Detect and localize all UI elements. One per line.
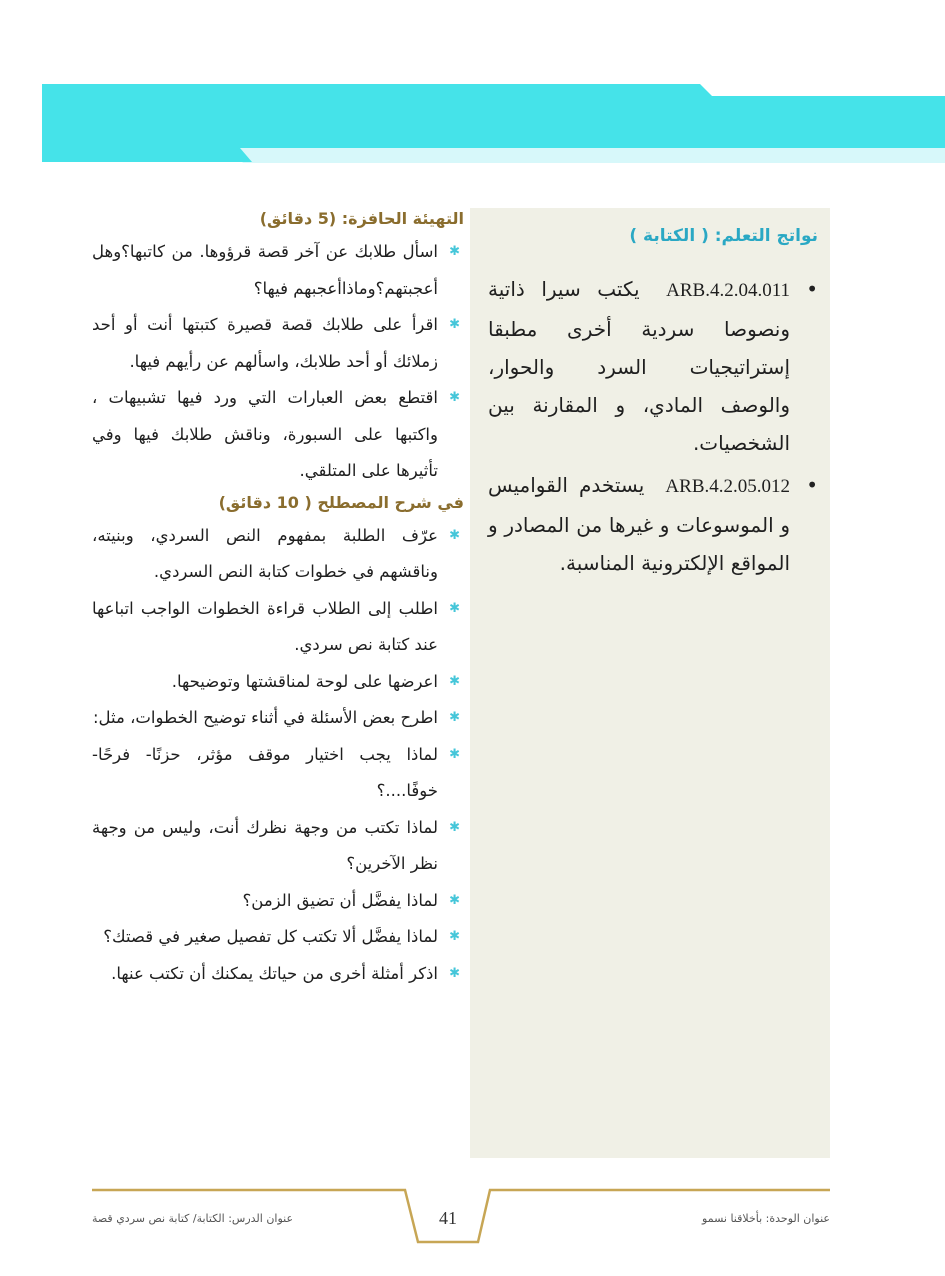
outcome-item [488, 270, 818, 462]
star-bullet-icon: ✱ [449, 892, 460, 908]
list-item [92, 234, 464, 307]
list-item [92, 591, 464, 664]
star-bullet-icon: ✱ [449, 600, 460, 616]
lesson-title: عنوان الدرس: الكتابة/ كتابة نص سردي قصة [92, 1212, 294, 1225]
bullet-dot-icon: • [806, 473, 818, 497]
list-item [92, 737, 464, 810]
learning-outcomes-heading: نواتج التعلم: ( الكتابة ) [629, 226, 818, 246]
list-item [92, 810, 464, 883]
list-item [92, 664, 464, 701]
term-explanation-title: في شرح المصطلح ( 10 دقائق) [218, 492, 464, 512]
list-item [92, 956, 464, 993]
outcome-code: ARB.4.2.04.011 [666, 280, 791, 301]
list-item-text: اقرأ على طلابك قصة قصيرة كتبتها أنت أو أحد زملائك أو أحد طلابك، واسألهم عن رأيهم فيها. [92, 315, 438, 371]
outcome-item [488, 466, 818, 582]
outcome-text: يكتب سيرا ذاتية ونصوصا سردية أخرى مطبقا إستراتيجيات السرد والحوار، والوصف المادي، و المقارنة بين الشخصيات. [488, 277, 790, 455]
star-bullet-icon: ✱ [449, 746, 460, 762]
list-item-text: لماذا يفضَّل أن تضيق الزمن؟ [242, 890, 438, 910]
list-item-text: اسأل طلابك عن آخر قصة قرؤوها. من كاتبها؟وهل أعجبتهم؟وماذاأعجبهم فيها؟ [92, 242, 438, 298]
list-item-text: لماذا تكتب من وجهة نظرك أنت، وليس من وجهة نظر الآخرين؟ [92, 817, 438, 873]
list-item-text: اطلب إلى الطلاب قراءة الخطوات الواجب اتباعها عند كتابة نص سردي. [92, 598, 438, 654]
learning-outcomes-panel [470, 208, 830, 1158]
top-banner [0, 0, 945, 170]
lesson-procedures [92, 208, 464, 992]
star-bullet-icon: ✱ [449, 527, 460, 543]
bullet-dot-icon: • [806, 277, 818, 301]
list-item [92, 919, 464, 956]
unit-title: عنوان الوحدة: بأخلاقنا نسمو [702, 1212, 830, 1225]
list-item-text: اعرضها على لوحة لمناقشتها وتوضيحها. [171, 671, 438, 691]
list-item [92, 883, 464, 920]
star-bullet-icon: ✱ [449, 929, 460, 944]
star-bullet-icon: ✱ [449, 710, 460, 725]
list-item [92, 380, 464, 490]
list-item [92, 307, 464, 380]
list-item-text: اطرح بعض الأسئلة في أثناء توضيح الخطوات، مثل: [92, 708, 438, 727]
star-bullet-icon: ✱ [449, 673, 460, 689]
list-item-text: اذكر أمثلة أخرى من حياتك يمكنك أن تكتب عنها. [111, 963, 438, 983]
star-bullet-icon: ✱ [449, 244, 460, 259]
list-item-text: اقتطع بعض العبارات التي ورد فيها تشبيهات ، واكتبها على السبورة، وناقش طلابك فيها وفي تأثيرها على المتلقي. [92, 388, 438, 480]
list-item [92, 518, 464, 591]
list-item-text: لماذا يفضَّل ألا تكتب كل تفصيل صغير في قصتك؟ [103, 927, 438, 946]
star-bullet-icon: ✱ [449, 317, 460, 332]
list-item-text: عرّف الطلبة بمفهوم النص السردي، وبنيته، وناقشهم في خطوات كتابة النص السردي. [92, 525, 438, 581]
warmup-title: التهيئة الحافزة: (5 دقائق) [259, 209, 464, 228]
banner-light-stripe [230, 148, 945, 163]
star-bullet-icon: ✱ [449, 819, 460, 835]
list-item [92, 700, 464, 737]
star-bullet-icon: ✱ [449, 965, 460, 981]
star-bullet-icon: ✱ [449, 390, 460, 405]
banner-graphic [0, 0, 945, 170]
page-number: 41 [439, 1208, 457, 1228]
outcome-text: يستخدم القواميس و الموسوعات و غيرها من المصادر و المواقع الإلكترونية المناسبة. [488, 473, 790, 575]
list-item-text: لماذا يجب اختيار موقف مؤثر، حزنًا- فرحًا- خوفًا....؟ [92, 744, 438, 800]
outcome-code: ARB.4.2.05.012 [665, 476, 790, 497]
